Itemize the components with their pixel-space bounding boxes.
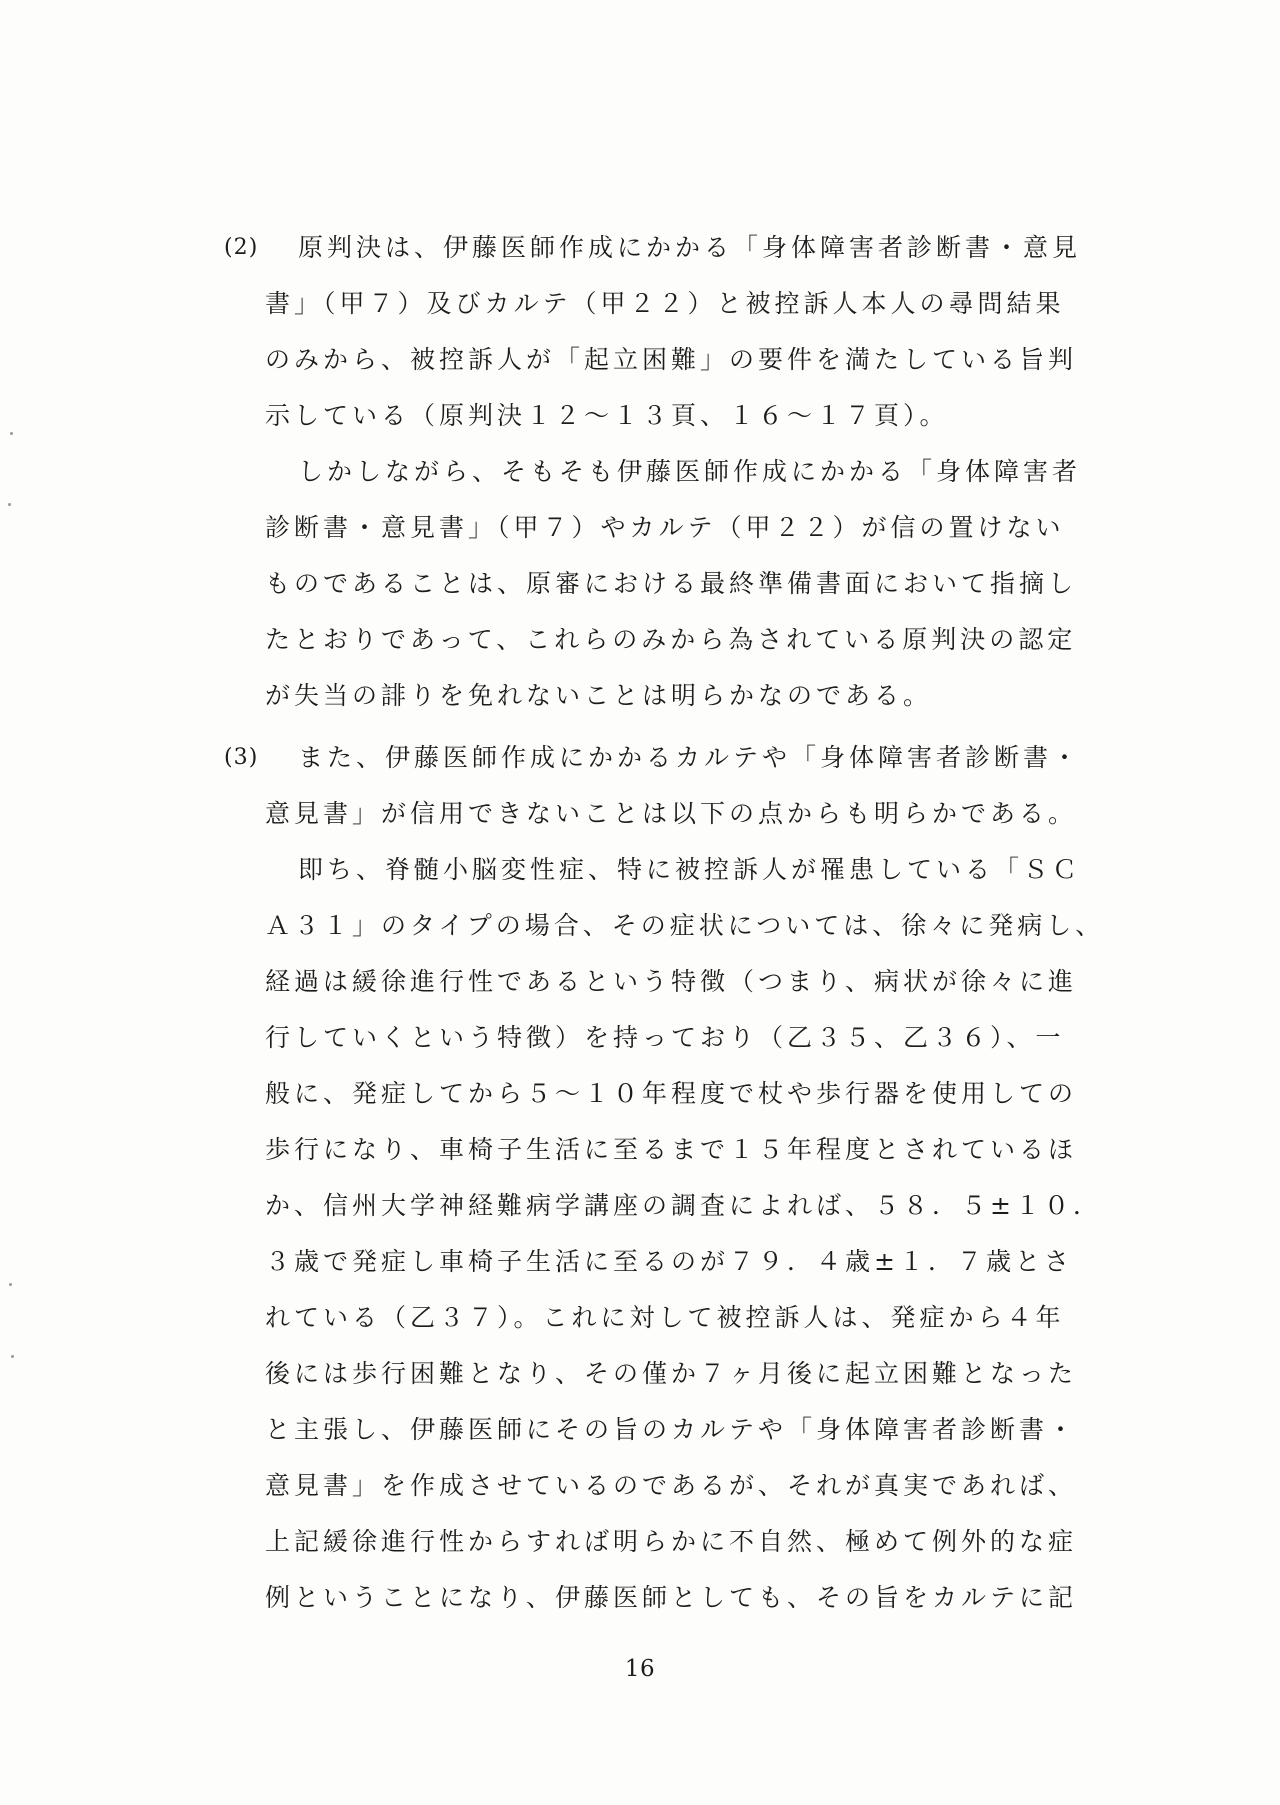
scan-speck xyxy=(8,503,11,506)
text-line: か、信州大学神経難病学講座の調査によれば、５８．５±１０． xyxy=(265,1191,1102,1220)
scan-speck xyxy=(10,432,13,435)
text-line: 例ということになり、伊藤医師としても、その旨をカルテに記 xyxy=(265,1583,1078,1612)
section-number: (3) xyxy=(224,745,259,770)
text-line: 書」（甲７）及びカルテ（甲２２）と被控訴人本人の尋問結果 xyxy=(265,289,1065,318)
text-line: が失当の誹りを免れないことは明らかなのである。 xyxy=(265,681,933,710)
text-line: 上記緩徐進行性からすれば明らかに不自然、極めて例外的な症 xyxy=(265,1527,1078,1556)
text-line: 即ち、脊髄小脳変性症、特に被控訴人が罹患している「ＳＣ xyxy=(298,855,1082,884)
text-line: れている（乙３７）。これに対して被控訴人は、発症から４年 xyxy=(265,1303,1065,1332)
text-line: 行していくという特徴）を持っており（乙３５、乙３６）、一 xyxy=(265,1023,1065,1052)
page-number: 16 xyxy=(624,1656,656,1682)
text-line: のみから、被控訴人が「起立困難」の要件を満たしている旨判 xyxy=(265,345,1078,374)
text-line: と主張し、伊藤医師にその旨のカルテや「身体障害者診断書・ xyxy=(265,1415,1078,1444)
text-line: しかしながら、そもそも伊藤医師作成にかかる「身体障害者 xyxy=(298,457,1082,486)
text-line: Ａ３１」のタイプの場合、その症状については、徐々に発病し、 xyxy=(265,911,1105,940)
text-line: 歩行になり、車椅子生活に至るまで１５年程度とされているほ xyxy=(265,1135,1078,1164)
scan-speck xyxy=(9,1283,12,1286)
section-number: (2) xyxy=(224,235,259,260)
text-line: 診断書・意見書」（甲７）やカルテ（甲２２）が信の置けない xyxy=(265,513,1065,542)
text-line: 意見書」を作成させているのであるが、それが真実であれば、 xyxy=(265,1471,1078,1500)
text-line: 後には歩行困難となり、その僅か７ヶ月後に起立困難となった xyxy=(265,1359,1078,1388)
text-line: たとおりであって、これらのみから為されている原判決の認定 xyxy=(265,625,1077,654)
text-line: 経過は緩徐進行性であるという特徴（つまり、病状が徐々に進 xyxy=(265,967,1078,996)
text-line: 意見書」が信用できないことは以下の点からも明らかである。 xyxy=(265,799,1078,828)
text-line: 原判決は、伊藤医師作成にかかる「身体障害者診断書・意見 xyxy=(298,233,1082,262)
scan-speck xyxy=(11,1355,14,1358)
text-line: 般に、発症してから５～１０年程度で杖や歩行器を使用しての xyxy=(265,1079,1078,1108)
text-line: また、伊藤医師作成にかかるカルテや「身体障害者診断書・ xyxy=(298,743,1082,772)
text-line: ３歳で発症し車椅子生活に至るのが７９．４歳±１．７歳とさ xyxy=(265,1247,1073,1276)
text-line: ものであることは、原審における最終準備書面において指摘し xyxy=(265,569,1078,598)
text-line: 示している（原判決１２～１３頁、１６～１７頁）。 xyxy=(265,401,949,430)
